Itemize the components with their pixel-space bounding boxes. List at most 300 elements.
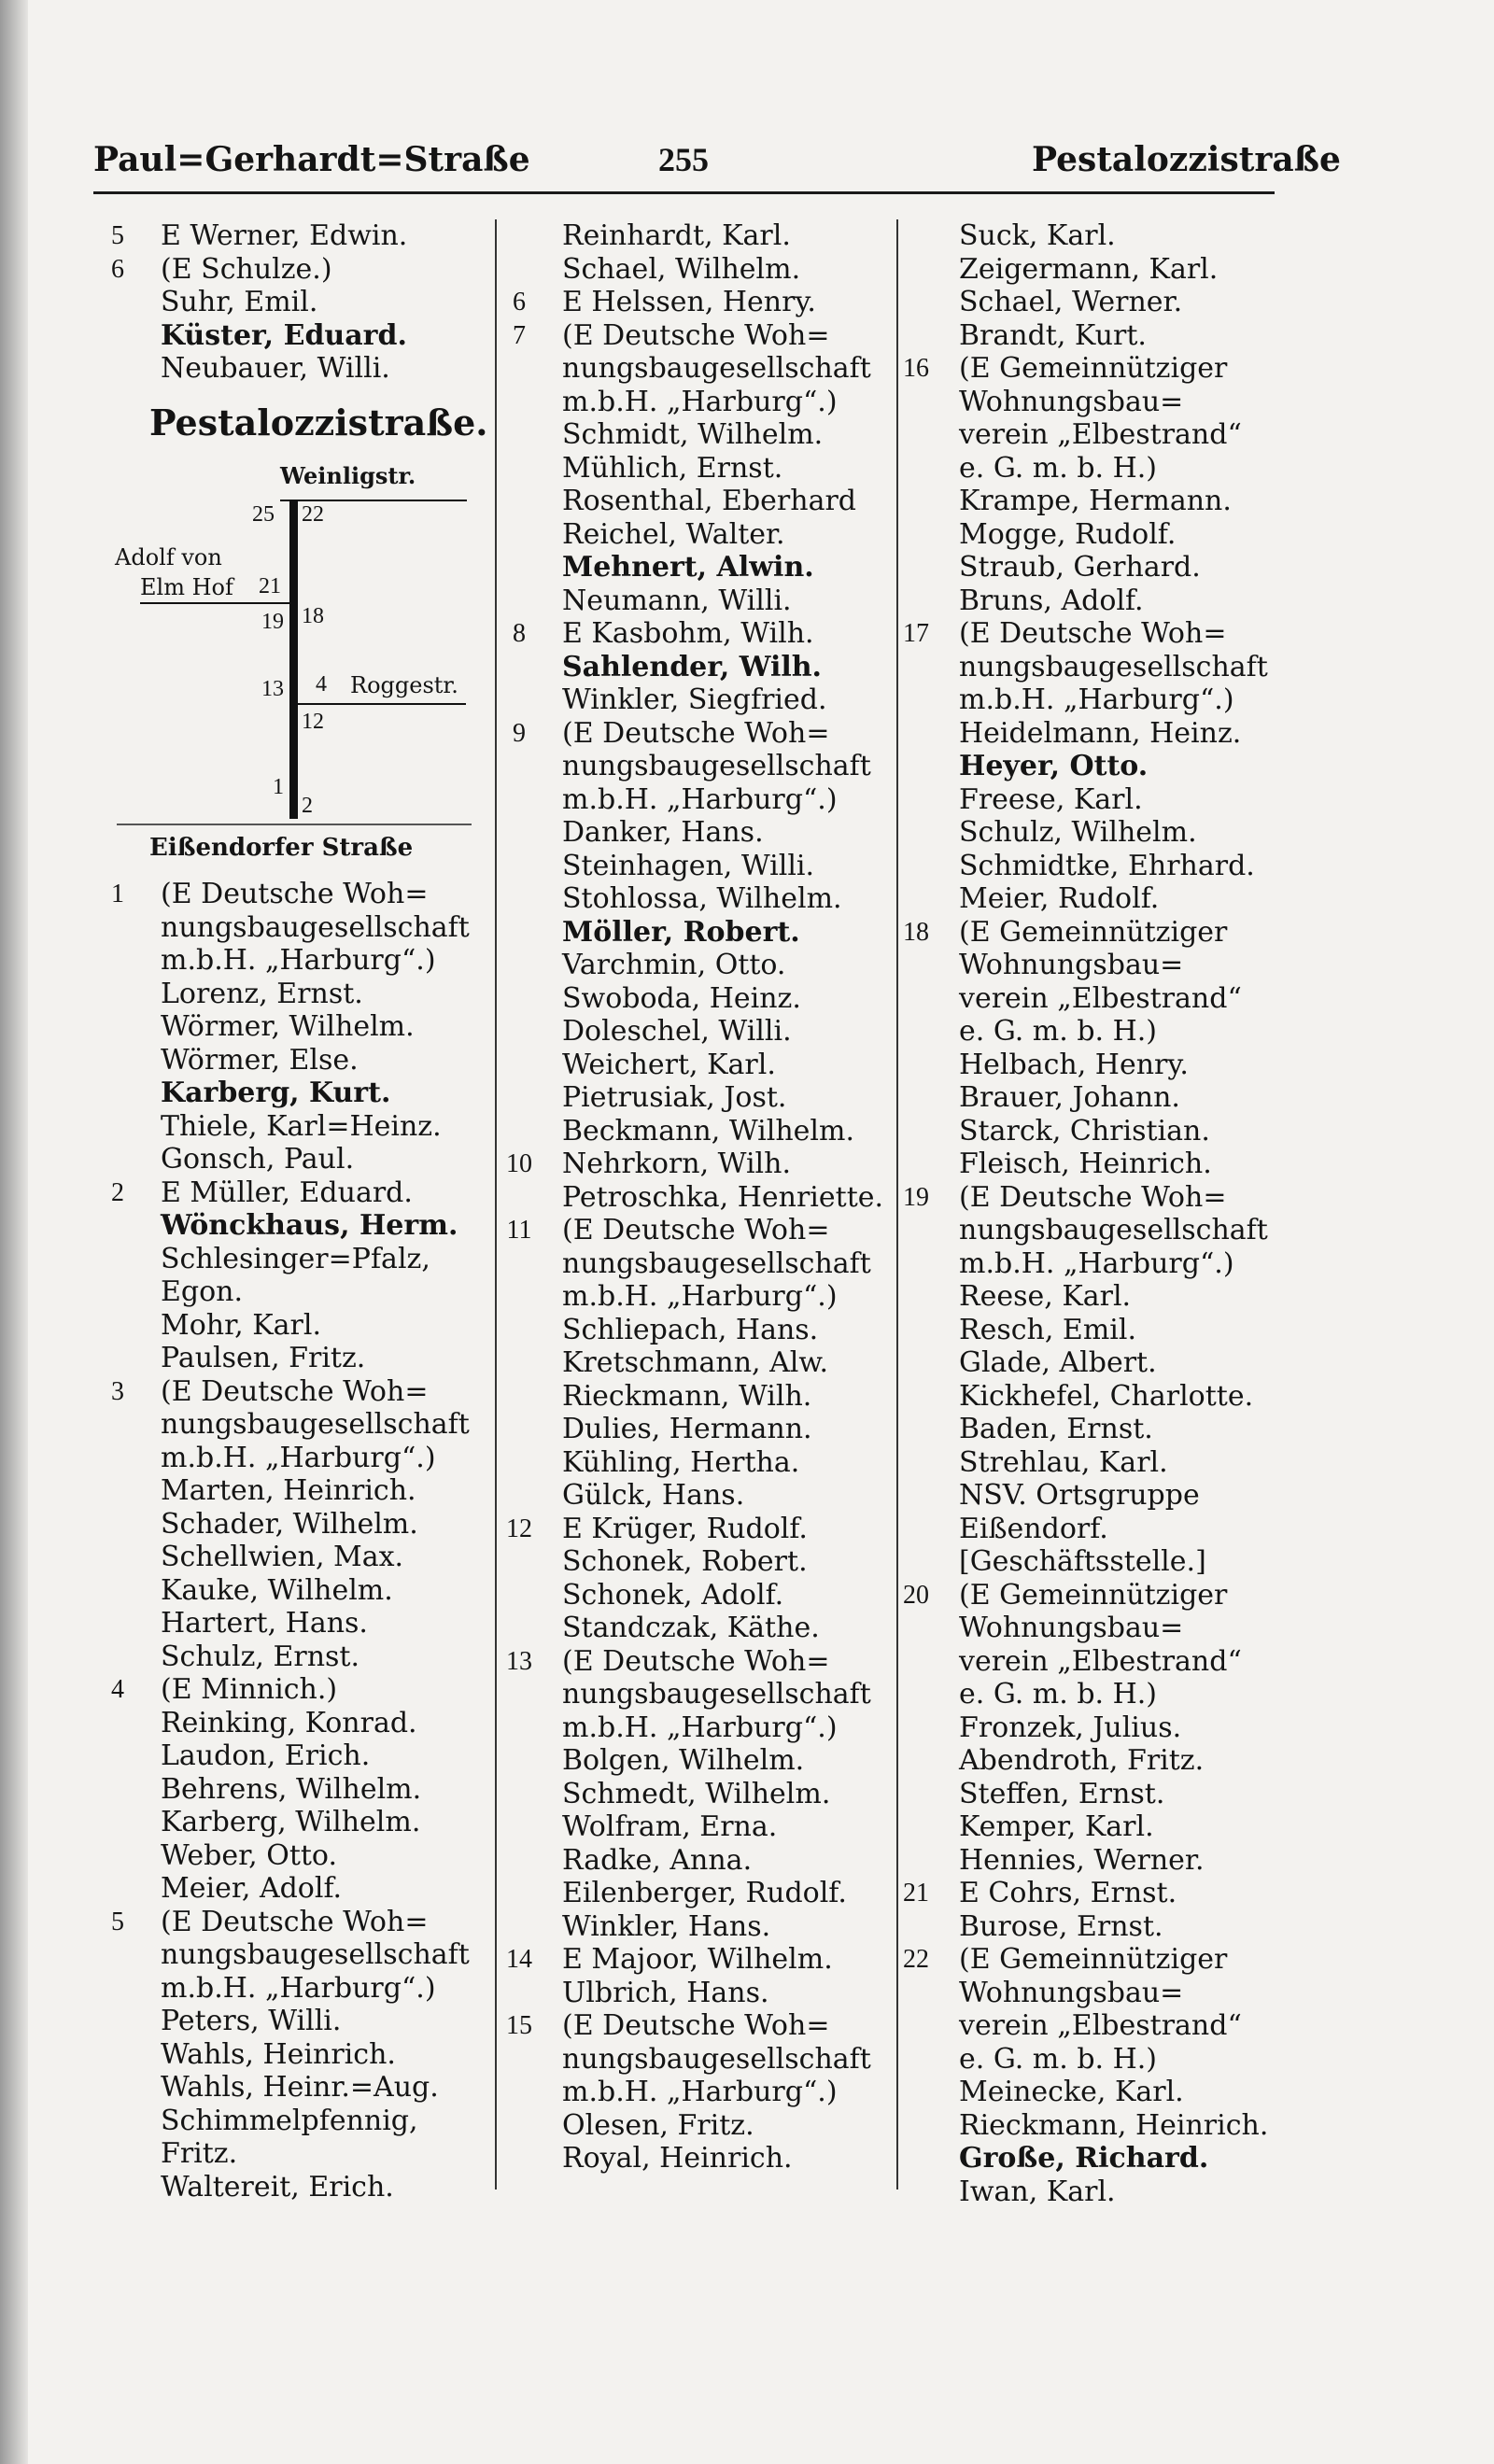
house-number: 13	[506, 1646, 532, 1676]
page-edge-shadow	[0, 0, 28, 2464]
resident-entry	[93, 1739, 495, 1773]
entry-text: Strehlau, Karl.	[959, 1445, 1168, 1479]
house-number: 22	[903, 1945, 929, 1974]
resident-entry	[495, 1280, 896, 1314]
resident-entry	[93, 1938, 495, 1972]
entry-text: Danker, Hans.	[562, 816, 764, 849]
resident-entry	[93, 1209, 495, 1243]
house-number: 15	[506, 2011, 532, 2040]
resident-entry	[495, 651, 896, 684]
entry-text: Standczak, Käthe.	[562, 1612, 820, 1644]
house-entry	[892, 1877, 1293, 1910]
house-entry	[495, 1645, 896, 1679]
entry-text: Reichel, Walter.	[562, 517, 785, 551]
resident-entry	[892, 1015, 1293, 1049]
house-number: 7	[513, 320, 526, 350]
resident-entry	[93, 1442, 495, 1475]
entry-text: (E Deutsche Woh=	[562, 2009, 830, 2042]
resident-entry	[892, 1612, 1293, 1645]
entry-text: Starck, Christian.	[959, 1114, 1210, 1148]
street-line	[140, 602, 289, 604]
resident-entry	[495, 2142, 896, 2175]
entry-text: Wönckhaus, Herm.	[161, 1209, 458, 1242]
entry-text: Meier, Rudolf.	[959, 882, 1160, 915]
house-number: 19	[261, 610, 284, 634]
street-line	[298, 703, 466, 705]
resident-entry	[892, 386, 1293, 419]
resident-entry	[495, 1081, 896, 1115]
resident-entry	[892, 1280, 1293, 1314]
entry-text: m.b.H. „Harburg“.)	[959, 683, 1234, 716]
resident-entry	[892, 1711, 1293, 1745]
resident-entry	[93, 319, 486, 353]
house-entry	[93, 1906, 495, 1939]
entry-text: E Cohrs, Ernst.	[959, 1877, 1177, 1909]
house-number: 20	[903, 1580, 929, 1610]
entry-text: verein „Elbestrand“	[959, 418, 1242, 451]
entry-text: Mohr, Karl.	[161, 1308, 321, 1342]
entry-text: nungsbaugesellschaft	[959, 1214, 1268, 1246]
entry-text: Marten, Heinrich.	[161, 1474, 416, 1507]
entry-text: (E Gemeinnütziger	[959, 1578, 1228, 1612]
entry-text: (E Gemeinnütziger	[959, 915, 1228, 949]
house-number: 1	[111, 880, 124, 908]
entry-text: Karberg, Wilhelm.	[161, 1806, 421, 1838]
entry-text: Schmidtke, Ehrhard.	[959, 849, 1255, 882]
resident-entry	[93, 1707, 495, 1740]
entry-text: verein „Elbestrand“	[959, 981, 1242, 1015]
resident-entry	[892, 1678, 1293, 1711]
entry-text: Laudon, Erich.	[161, 1739, 371, 1772]
resident-entry	[93, 1574, 495, 1608]
resident-entry	[93, 1077, 495, 1110]
resident-entry	[93, 2071, 495, 2105]
entry-text: NSV. Ortsgruppe	[959, 1479, 1200, 1512]
entry-text: E Kasbohm, Wilh.	[562, 617, 814, 650]
entry-text: Krampe, Hermann.	[959, 485, 1232, 517]
resident-entry	[892, 1380, 1293, 1414]
house-entry	[892, 916, 1293, 950]
resident-entry	[892, 1247, 1293, 1281]
entry-text: Wörmer, Else.	[161, 1043, 359, 1077]
entry-text: m.b.H. „Harburg“.)	[562, 2076, 838, 2108]
resident-entry	[892, 1513, 1293, 1546]
entry-text: Freese, Karl.	[959, 782, 1143, 816]
entry-text: E Krüger, Rudolf.	[562, 1512, 808, 1545]
entry-text: Heidelmann, Heinz.	[959, 716, 1242, 750]
resident-entry	[495, 1247, 896, 1281]
entry-text: nungsbaugesellschaft	[562, 1246, 871, 1280]
house-entry	[892, 1943, 1293, 1977]
entry-text: Küster, Eduard.	[161, 318, 407, 352]
resident-entry	[495, 551, 896, 584]
entry-text: m.b.H. „Harburg“.)	[161, 1441, 436, 1474]
resident-entry	[892, 485, 1293, 518]
house-entry	[93, 1176, 495, 1210]
entry-text: Bruns, Adolf.	[959, 584, 1144, 617]
entry-text: (E Deutsche Woh=	[562, 1644, 830, 1678]
house-number: 4	[316, 672, 327, 697]
entry-text: Wahls, Heinr.=Aug.	[161, 2071, 439, 2104]
entry-text: Abendroth, Fritz.	[959, 1744, 1205, 1777]
house-entry	[892, 617, 1293, 651]
resident-entry	[892, 418, 1293, 452]
entry-text: Sahlender, Wilh.	[562, 650, 822, 683]
resident-entry	[495, 1015, 896, 1049]
entry-text: Kühling, Hertha.	[562, 1445, 800, 1479]
resident-entry	[495, 882, 896, 916]
resident-entry	[93, 1110, 495, 1144]
resident-entry	[495, 949, 896, 982]
entry-text: Wohnungsbau=	[959, 949, 1184, 981]
resident-entry	[495, 982, 896, 1016]
resident-entry	[495, 452, 896, 486]
entry-text: Eißendorf.	[959, 1512, 1108, 1545]
entry-text: Eilenberger, Rudolf.	[562, 1877, 847, 1909]
entry-text: E Majoor, Wilhelm.	[562, 1943, 833, 1976]
entry-text: nungsbaugesellschaft	[562, 352, 871, 385]
resident-entry	[892, 286, 1293, 319]
resident-entry	[93, 1773, 495, 1807]
resident-entry	[495, 1413, 896, 1446]
resident-entry	[93, 286, 486, 319]
resident-entry	[892, 750, 1293, 783]
entry-text: (E Deutsche Woh=	[959, 617, 1227, 650]
house-number: 12	[302, 710, 324, 734]
entry-text: Schulz, Wilhelm.	[959, 816, 1197, 849]
entry-text: m.b.H. „Harburg“.)	[562, 1280, 838, 1313]
entry-text: nungsbaugesellschaft	[161, 910, 470, 944]
house-number: 1	[273, 775, 284, 799]
resident-entry	[495, 1346, 896, 1380]
entry-text: e. G. m. b. H.)	[959, 1015, 1157, 1048]
cross-street-right: Roggestr.	[350, 672, 458, 698]
resident-entry	[892, 2009, 1293, 2043]
resident-entry	[93, 1474, 495, 1508]
cross-street-bottom: Eißendorfer Straße	[149, 834, 414, 862]
resident-entry	[495, 1181, 896, 1215]
entry-text: Hartert, Hans.	[161, 1607, 368, 1640]
resident-entry	[93, 1972, 495, 2006]
resident-entry	[892, 1479, 1293, 1513]
resident-entry	[495, 683, 896, 717]
cross-street-top: Weinligstr.	[280, 462, 416, 489]
resident-entry	[495, 1844, 896, 1878]
entry-text: nungsbaugesellschaft	[161, 1408, 470, 1441]
resident-entry	[892, 1744, 1293, 1778]
house-number: 16	[903, 354, 929, 383]
resident-entry	[93, 1342, 495, 1375]
house-entry	[495, 617, 896, 651]
resident-entry	[495, 1380, 896, 1414]
entry-text: Behrens, Wilhelm.	[161, 1772, 422, 1806]
entry-text: Schulz, Ernst.	[161, 1640, 360, 1673]
entry-text: Winkler, Siegfried.	[562, 683, 827, 716]
entry-text: Stohlossa, Wilhelm.	[562, 882, 842, 915]
entry-text: Ulbrich, Hans.	[562, 1976, 769, 2009]
resident-entry	[495, 1115, 896, 1148]
entry-text: Kauke, Wilhelm.	[161, 1573, 393, 1607]
house-number: 21	[903, 1879, 929, 1908]
house-entry	[93, 878, 495, 911]
entry-text: Reinhardt, Karl.	[562, 219, 791, 252]
entry-text: nungsbaugesellschaft	[959, 650, 1268, 683]
street-line	[280, 500, 467, 501]
resident-entry	[892, 1081, 1293, 1115]
house-entry	[495, 1214, 896, 1247]
house-number: 8	[513, 619, 526, 648]
resident-entry	[495, 2043, 896, 2077]
entry-text: Hennies, Werner.	[959, 1843, 1205, 1877]
resident-entry	[892, 1214, 1293, 1247]
header-left-street: Paul=Gerhardt=Straße	[93, 140, 530, 179]
resident-entry	[892, 1413, 1293, 1446]
resident-entry	[93, 1607, 495, 1640]
resident-entry	[892, 1810, 1293, 1844]
entry-text: m.b.H. „Harburg“.)	[161, 944, 436, 977]
header-right-street: Pestalozzistraße	[1032, 140, 1341, 179]
resident-entry	[892, 2175, 1293, 2209]
entry-text: Kemper, Karl.	[959, 1810, 1154, 1843]
resident-entry	[495, 1545, 896, 1579]
entry-text: Pietrusiak, Jost.	[562, 1081, 787, 1114]
house-number: 21	[259, 574, 281, 598]
entry-text: E Werner, Edwin.	[161, 219, 408, 252]
resident-entry	[892, 1645, 1293, 1679]
entry-text: Schonek, Robert.	[562, 1545, 808, 1578]
house-number: 2	[302, 794, 313, 818]
entry-text: Doleschel, Willi.	[562, 1015, 792, 1048]
entry-text: Reinking, Konrad.	[161, 1706, 417, 1739]
header-rule	[93, 191, 1275, 194]
resident-entry	[93, 1408, 495, 1442]
resident-entry	[495, 584, 896, 618]
entry-text: Glade, Albert.	[959, 1346, 1157, 1379]
house-entry	[892, 1181, 1293, 1215]
resident-entry	[892, 1115, 1293, 1148]
entry-text: Straub, Gerhard.	[959, 551, 1201, 584]
entry-text: Waltereit, Erich.	[161, 2170, 394, 2204]
entry-text: Meinecke, Karl.	[959, 2076, 1184, 2108]
entry-text: Winkler, Hans.	[562, 1909, 771, 1943]
house-number: 18	[903, 917, 929, 947]
entry-text: nungsbaugesellschaft	[161, 1938, 470, 1971]
entry-text: Fritz.	[161, 2137, 238, 2170]
entry-text: Wolfram, Erna.	[562, 1810, 778, 1843]
resident-entry	[495, 518, 896, 552]
resident-entry	[892, 982, 1293, 1016]
resident-entry	[93, 978, 495, 1011]
house-number: 10	[506, 1149, 532, 1178]
resident-entry	[892, 1977, 1293, 2010]
entry-text: Peters, Willi.	[161, 2005, 342, 2037]
entry-text: Schael, Wilhelm.	[562, 252, 801, 286]
resident-entry	[93, 1839, 495, 1873]
entry-text: Radke, Anna.	[562, 1843, 753, 1877]
entry-text: m.b.H. „Harburg“.)	[959, 1246, 1234, 1280]
entry-text: Lorenz, Ernst.	[161, 977, 363, 1010]
resident-entry	[495, 750, 896, 783]
resident-entry	[495, 916, 896, 950]
resident-entry	[495, 1446, 896, 1480]
resident-entry	[892, 717, 1293, 751]
entry-text: Reese, Karl.	[959, 1280, 1132, 1313]
resident-entry	[93, 2005, 495, 2038]
entry-text: m.b.H. „Harburg“.)	[562, 385, 838, 418]
entry-text: Dulies, Hermann.	[562, 1413, 812, 1445]
entry-text: Fleisch, Heinrich.	[959, 1148, 1212, 1180]
entry-text: Wohnungsbau=	[959, 1612, 1184, 1644]
entry-text: Thiele, Karl=Heinz.	[161, 1109, 442, 1143]
resident-entry	[495, 1479, 896, 1513]
cross-street-left-2: Elm Hof	[140, 574, 233, 600]
entry-text: Fronzek, Julius.	[959, 1711, 1182, 1744]
column-1-list	[93, 878, 495, 2204]
resident-entry	[892, 1148, 1293, 1181]
entry-text: Rosenthal, Eberhard	[562, 485, 856, 517]
resident-entry	[892, 253, 1293, 287]
resident-entry	[495, 352, 896, 386]
resident-entry	[495, 418, 896, 452]
entry-text: Heyer, Otto.	[959, 750, 1149, 782]
entry-text: Möller, Robert.	[562, 915, 800, 949]
entry-text: nungsbaugesellschaft	[562, 1678, 871, 1711]
resident-entry	[892, 1910, 1293, 1944]
house-entry	[495, 1513, 896, 1546]
entry-text: (E Deutsche Woh=	[959, 1180, 1227, 1214]
entry-text: [Geschäftsstelle.]	[959, 1545, 1206, 1578]
entry-text: Helbach, Henry.	[959, 1048, 1189, 1081]
resident-entry	[495, 1612, 896, 1645]
main-street-bar	[289, 501, 298, 819]
house-entry	[495, 319, 896, 353]
entry-text: Schonek, Adolf.	[562, 1578, 784, 1612]
resident-entry	[495, 1810, 896, 1844]
entry-text: nungsbaugesellschaft	[562, 750, 871, 782]
resident-entry	[495, 386, 896, 419]
house-number: 25	[252, 502, 275, 527]
entry-text: Schliepach, Hans.	[562, 1313, 819, 1346]
entry-text: Kretschmann, Alw.	[562, 1346, 829, 1379]
house-entry	[495, 1148, 896, 1181]
entry-text: (E Gemeinnütziger	[959, 352, 1228, 385]
resident-entry	[892, 882, 1293, 916]
resident-entry	[892, 783, 1293, 817]
entry-text: Neubauer, Willi.	[161, 352, 390, 385]
cross-street-left-1: Adolf von	[115, 544, 222, 570]
entry-text: e. G. m. b. H.)	[959, 451, 1157, 485]
entry-text: Meier, Adolf.	[161, 1872, 343, 1905]
entry-text: Baden, Ernst.	[959, 1413, 1153, 1445]
entry-text: e. G. m. b. H.)	[959, 1678, 1157, 1711]
entry-text: (E Gemeinnütziger	[959, 1943, 1228, 1976]
house-entry	[495, 717, 896, 751]
house-number: 14	[506, 1945, 532, 1974]
house-number: 3	[111, 1376, 124, 1406]
resident-entry	[892, 2109, 1293, 2143]
entry-text: Gonsch, Paul.	[161, 1143, 355, 1176]
entry-text: Schael, Werner.	[959, 286, 1183, 318]
resident-entry	[93, 1010, 495, 1044]
entry-text: (E Schulze.)	[161, 252, 332, 286]
entry-text: E Helssen, Henry.	[562, 286, 816, 318]
resident-entry	[93, 1640, 495, 1674]
resident-entry	[93, 1872, 495, 1906]
entry-text: E Müller, Eduard.	[161, 1176, 413, 1209]
resident-entry	[892, 1346, 1293, 1380]
resident-entry	[892, 319, 1293, 353]
resident-entry	[93, 352, 486, 386]
resident-entry	[495, 2076, 896, 2109]
entry-text: Brauer, Johann.	[959, 1081, 1180, 1114]
resident-entry	[93, 2038, 495, 2072]
resident-entry	[93, 1541, 495, 1574]
entry-text: (E Minnich.)	[161, 1673, 338, 1706]
entry-text: Wohnungsbau=	[959, 1976, 1184, 2009]
section-heading: Pestalozzistraße.	[149, 401, 488, 444]
house-entry	[93, 219, 486, 253]
resident-entry	[495, 1678, 896, 1711]
column-3-list	[892, 219, 1293, 2208]
entry-text: Mühlich, Ernst.	[562, 451, 783, 485]
entry-text: Schellwien, Max.	[161, 1541, 404, 1573]
resident-entry	[495, 1579, 896, 1612]
entry-text: m.b.H. „Harburg“.)	[562, 782, 838, 816]
entry-text: Zeigermann, Karl.	[959, 252, 1219, 286]
house-number: 6	[111, 254, 124, 284]
resident-entry	[495, 1744, 896, 1778]
resident-entry	[495, 219, 896, 253]
resident-entry	[495, 1711, 896, 1745]
entry-text: m.b.H. „Harburg“.)	[562, 1711, 838, 1744]
house-entry	[93, 253, 486, 287]
column-1-top	[93, 219, 486, 386]
entry-text: Kickhefel, Charlotte.	[959, 1379, 1254, 1413]
resident-entry	[892, 452, 1293, 486]
entry-text: Schmedt, Wilhelm.	[562, 1777, 831, 1810]
house-number: 6	[513, 288, 526, 317]
resident-entry	[495, 2109, 896, 2143]
entry-text: Bolgen, Wilhelm.	[562, 1744, 805, 1777]
entry-text: Steffen, Ernst.	[959, 1777, 1165, 1810]
resident-entry	[495, 816, 896, 850]
entry-text: Paulsen, Fritz.	[161, 1342, 366, 1374]
resident-entry	[93, 1044, 495, 1077]
resident-entry	[93, 1806, 495, 1839]
resident-entry	[892, 1778, 1293, 1811]
house-number: 19	[903, 1182, 929, 1212]
entry-text: (E Deutsche Woh=	[562, 318, 830, 352]
entry-text: Iwan, Karl.	[959, 2175, 1116, 2208]
resident-entry	[495, 850, 896, 883]
house-number: 18	[302, 604, 324, 628]
entry-text: (E Deutsche Woh=	[161, 1374, 429, 1408]
entry-text: Steinhagen, Willi.	[562, 849, 815, 882]
entry-text: Egon.	[161, 1275, 244, 1308]
resident-entry	[495, 1778, 896, 1811]
resident-entry	[93, 1143, 495, 1176]
entry-text: Rieckmann, Wilh.	[562, 1379, 812, 1413]
resident-entry	[495, 1977, 896, 2010]
house-number: 4	[111, 1675, 124, 1704]
house-entry	[495, 286, 896, 319]
street-diagram	[112, 453, 486, 822]
entry-text: Rieckmann, Heinrich.	[959, 2108, 1269, 2142]
entry-text: Mehnert, Alwin.	[562, 551, 814, 584]
resident-entry	[495, 783, 896, 817]
house-number: 9	[513, 718, 526, 748]
house-entry	[93, 1673, 495, 1707]
